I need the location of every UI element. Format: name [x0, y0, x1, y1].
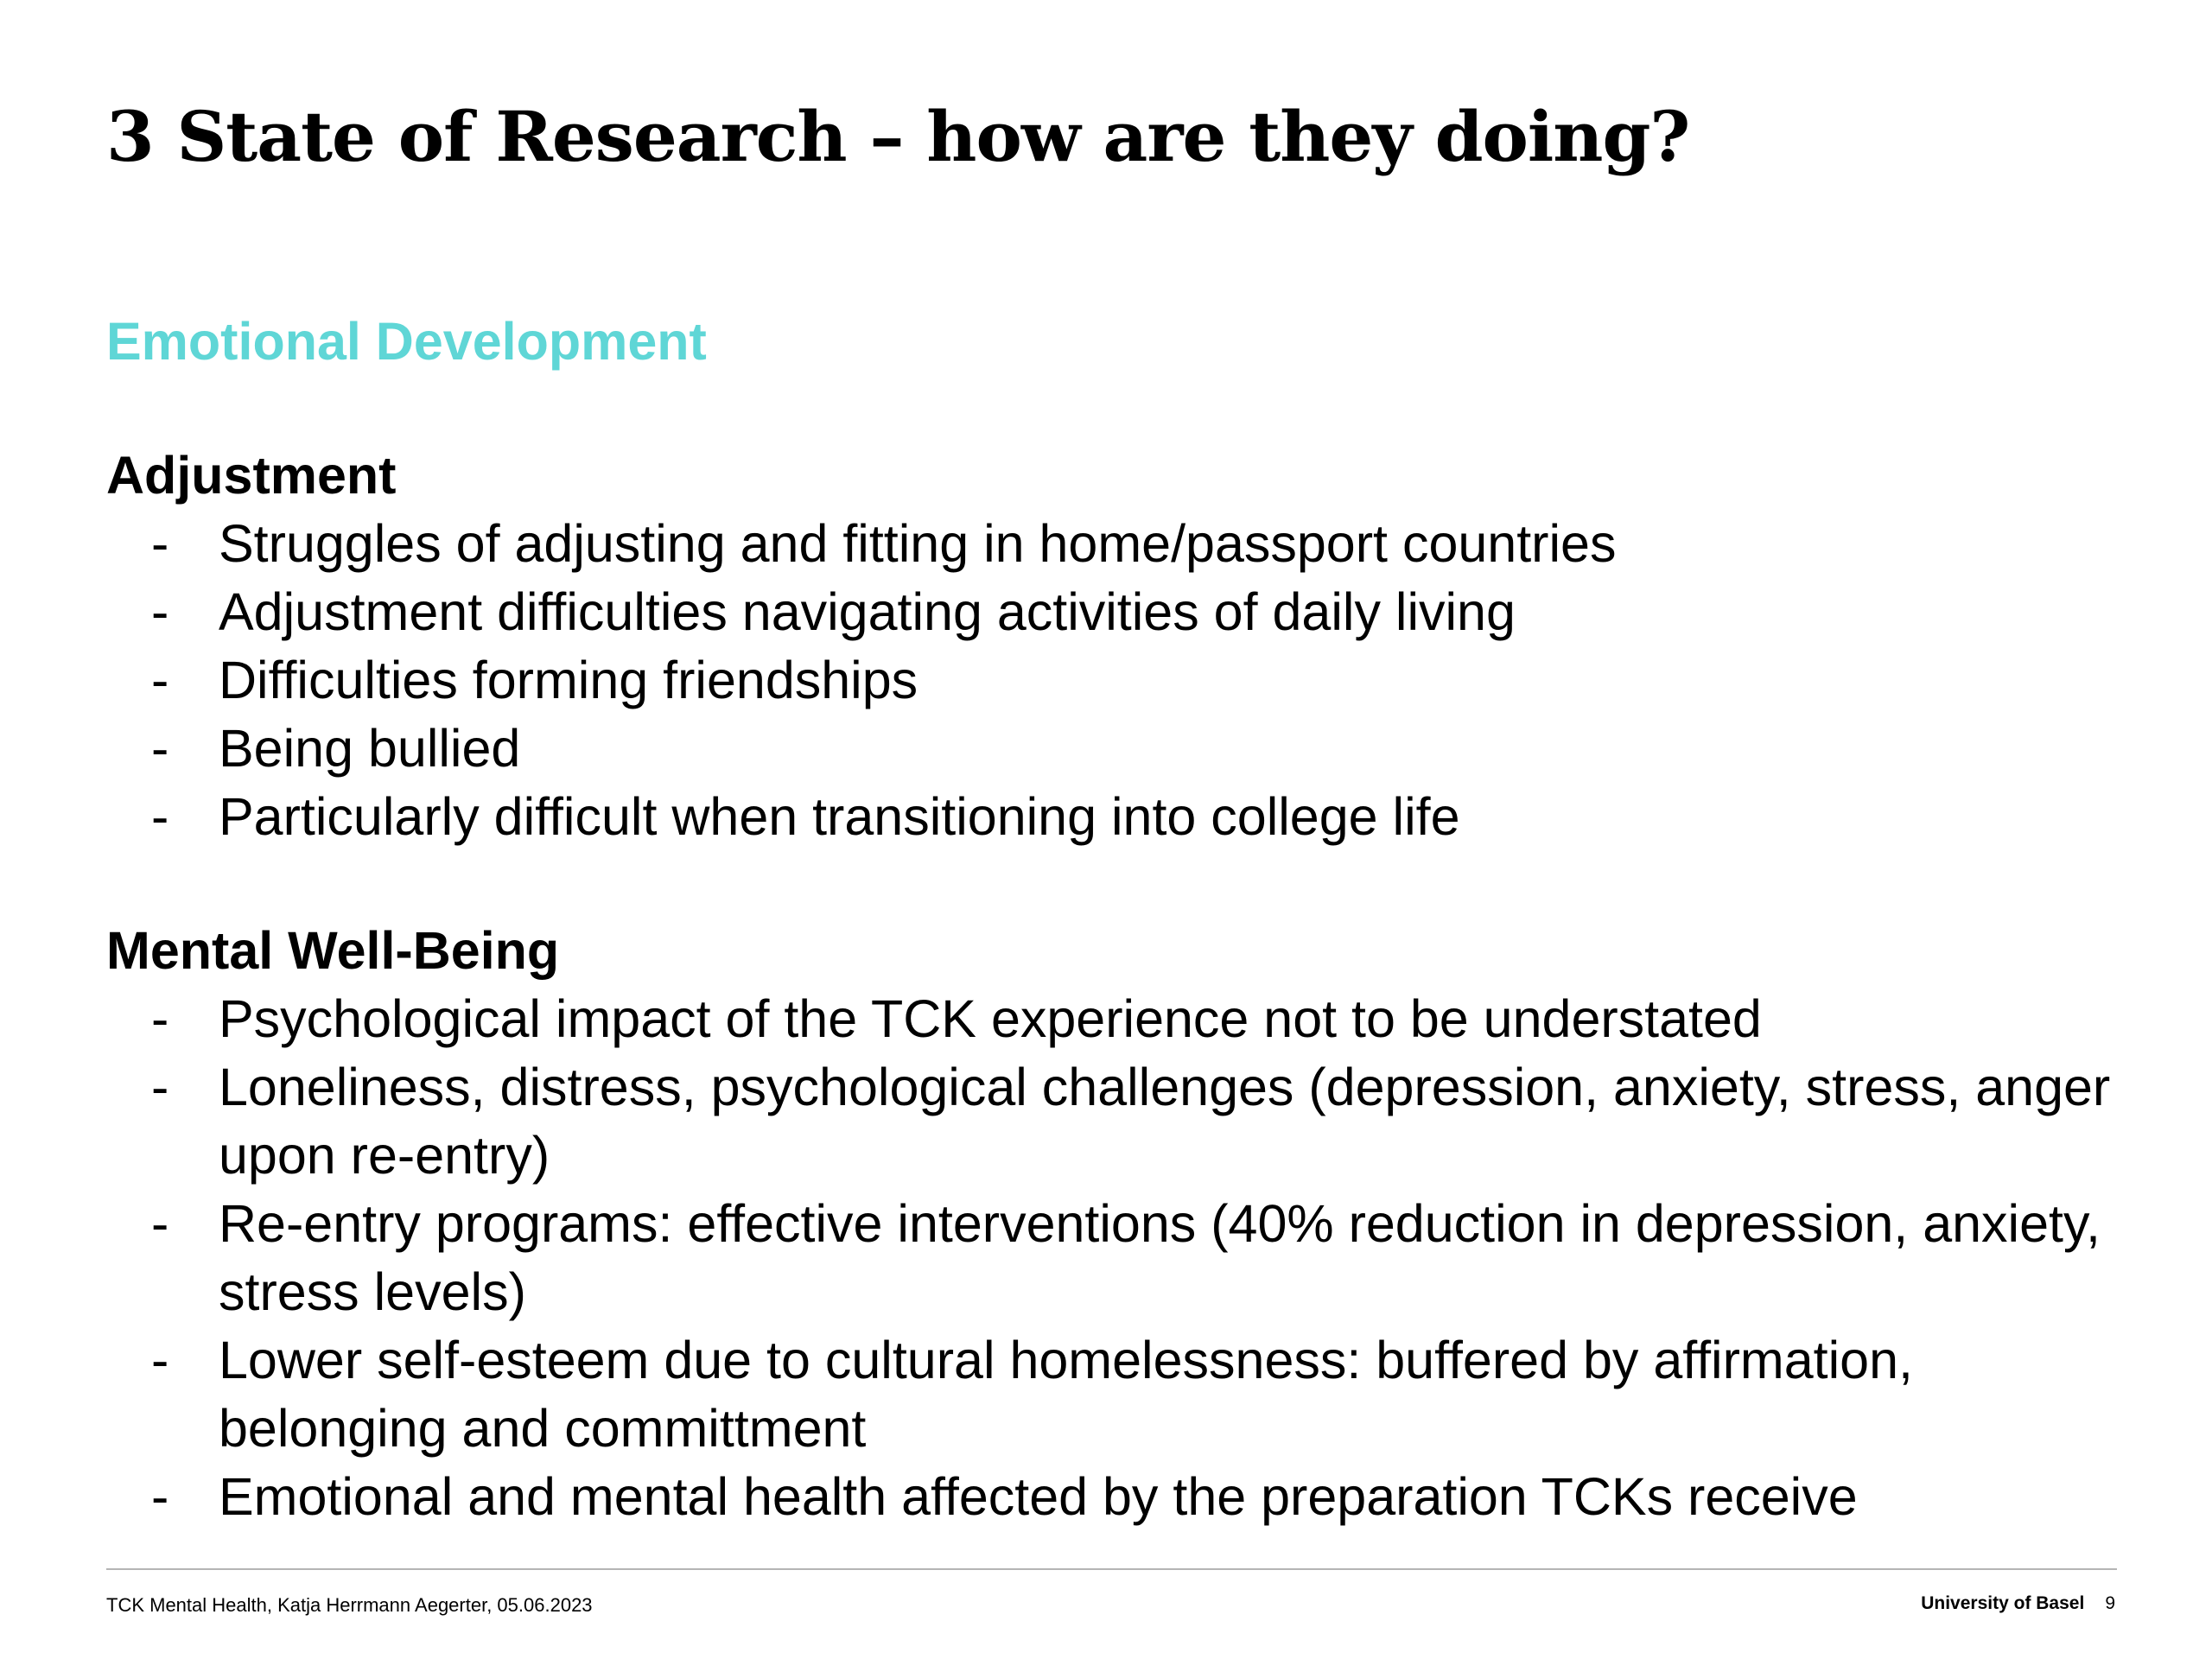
- bullet-text: Being bullied: [219, 719, 521, 778]
- footer-divider: [106, 1568, 2117, 1570]
- page-number: 9: [2105, 1593, 2115, 1613]
- bullet-text: Particularly difficult when transitioning into college life: [219, 787, 1460, 846]
- bullet-dash: -: [151, 1058, 169, 1116]
- group-heading-mental-well-being: Mental Well-Being: [106, 921, 560, 980]
- bullet-text: Loneliness, distress, psychological challenges (depression, anxiety, stress, anger upon re-entry): [219, 1058, 2111, 1185]
- bullet-dash: -: [151, 787, 169, 846]
- bullet-dash: -: [151, 582, 169, 641]
- bullet-item: [106, 1190, 2128, 1326]
- bullet-item: [106, 646, 2128, 715]
- bullet-item: [106, 1463, 2128, 1531]
- bullet-text: Lower self-esteem due to cultural homelessness: buffered by affirmation, belonging and committment: [219, 1331, 1913, 1458]
- bullet-dash: -: [151, 651, 169, 709]
- footer-organization: University of Basel: [1921, 1593, 2085, 1613]
- bullet-dash: -: [151, 1194, 169, 1253]
- adjustment-group: [106, 441, 2128, 851]
- mental-well-being-bullet-list: [106, 985, 2128, 1531]
- footer-citation: TCK Mental Health, Katja Herrmann Aegerter, 05.06.2023: [106, 1594, 593, 1616]
- bullet-text: Struggles of adjusting and fitting in home/passport countries: [219, 514, 1617, 573]
- bullet-dash: -: [151, 719, 169, 778]
- bullet-text: Adjustment difficulties navigating activities of daily living: [219, 582, 1516, 641]
- bullet-dash: -: [151, 1331, 169, 1389]
- slide-title: 3 State of Research – how are they doing?: [106, 96, 1690, 177]
- bullet-item: [106, 715, 2128, 783]
- adjustment-bullet-list: [106, 510, 2128, 851]
- bullet-item: [106, 578, 2128, 646]
- bullet-text: Psychological impact of the TCK experience not to be understated: [219, 989, 1762, 1048]
- footer-right: [1921, 1592, 2115, 1616]
- bullet-text: Difficulties forming friendships: [219, 651, 918, 709]
- bullet-item: [106, 985, 2128, 1053]
- bullet-item: [106, 1053, 2128, 1190]
- bullet-dash: -: [151, 989, 169, 1048]
- bullet-dash: -: [151, 1467, 169, 1526]
- bullet-item: [106, 783, 2128, 851]
- group-heading-adjustment: Adjustment: [106, 446, 397, 505]
- bullet-item: [106, 1326, 2128, 1463]
- bullet-dash: -: [151, 514, 169, 573]
- bullet-item: [106, 510, 2128, 578]
- bullet-text: Emotional and mental health affected by the preparation TCKs receive: [219, 1467, 1858, 1526]
- bullet-text: Re-entry programs: effective interventions (40% reduction in depression, anxiety, stress levels): [219, 1194, 2101, 1321]
- section-heading: Emotional Development: [106, 312, 707, 371]
- mental-well-being-group: [106, 916, 2128, 1531]
